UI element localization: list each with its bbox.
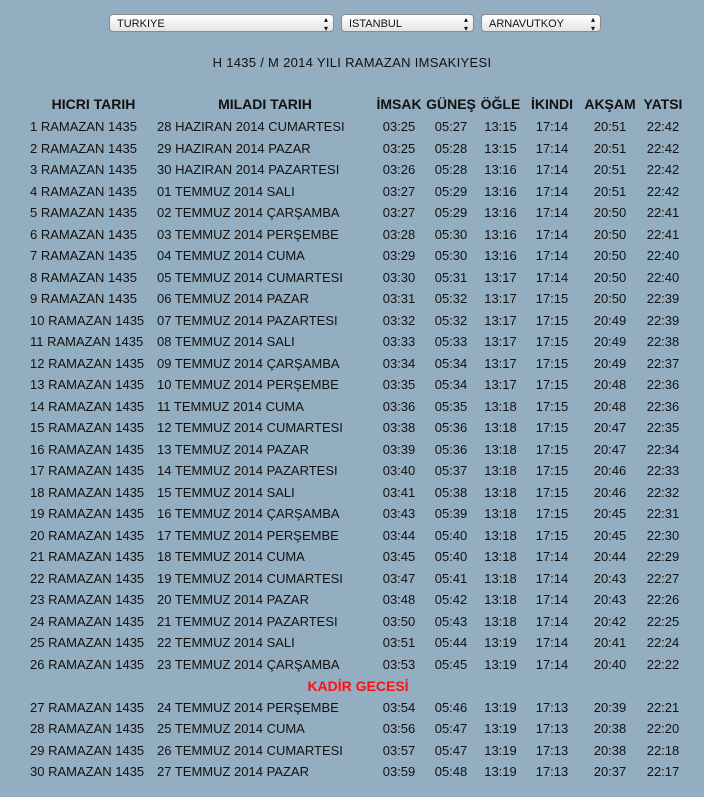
cell-imsak: 03:29: [382, 248, 416, 264]
cell-yatsi: 22:20: [646, 721, 680, 737]
cell-ogle: 13:18: [484, 506, 517, 522]
cell-miladi: 08 TEMMUZ 2014 SALI: [157, 334, 295, 350]
cell-ikindi: 17:14: [535, 549, 569, 565]
cell-hicri: 16 RAMAZAN 1435: [30, 441, 145, 457]
cell-ikindi: 17:14: [535, 205, 569, 221]
cell-ikindi: 17:15: [535, 441, 569, 457]
cell-ikindi: 17:15: [535, 463, 569, 479]
table-row: [30, 288, 686, 310]
cell-aksam: 20:49: [593, 312, 627, 328]
cell-ogle: 13:19: [484, 721, 517, 737]
table-header-row: [30, 92, 686, 116]
table-row: [30, 417, 686, 439]
cell-hicri: 2 RAMAZAN 1435: [30, 140, 137, 156]
kadir-gecesi-label: KADİR GECESİ: [307, 677, 409, 694]
header-hicri: HICRI TARIH: [51, 96, 136, 112]
cell-aksam: 20:44: [593, 549, 627, 565]
cell-yatsi: 22:42: [646, 183, 680, 199]
cell-ogle: 13:16: [484, 162, 517, 178]
cell-yatsi: 22:36: [646, 398, 680, 414]
city-select-value: ISTANBUL: [349, 18, 402, 30]
cell-ogle: 13:18: [484, 420, 517, 436]
cell-imsak: 03:31: [382, 291, 416, 307]
cell-hicri: 22 RAMAZAN 1435: [30, 570, 145, 586]
cell-hicri: 30 RAMAZAN 1435: [30, 764, 145, 780]
cell-yatsi: 22:35: [646, 420, 680, 436]
cell-gunes: 05:44: [434, 635, 468, 651]
cell-miladi: 15 TEMMUZ 2014 SALI: [157, 484, 295, 500]
cell-ikindi: 17:14: [535, 570, 569, 586]
cell-ikindi: 17:14: [535, 656, 569, 672]
cell-imsak: 03:51: [382, 635, 416, 651]
cell-yatsi: 22:18: [646, 742, 680, 758]
cell-yatsi: 22:32: [646, 484, 680, 500]
cell-gunes: 05:28: [434, 162, 468, 178]
cell-yatsi: 22:34: [646, 441, 680, 457]
cell-imsak: 03:43: [382, 506, 416, 522]
cell-aksam: 20:47: [593, 441, 627, 457]
cell-yatsi: 22:40: [646, 269, 680, 285]
table-row: [30, 331, 686, 353]
cell-miladi: 29 HAZIRAN 2014 PAZAR: [157, 140, 311, 156]
city-select[interactable]: [341, 14, 474, 32]
cell-gunes: 05:46: [434, 699, 468, 715]
cell-yatsi: 22:17: [646, 764, 680, 780]
cell-imsak: 03:26: [382, 162, 416, 178]
cell-gunes: 05:36: [434, 441, 468, 457]
cell-imsak: 03:25: [382, 119, 416, 135]
cell-miladi: 04 TEMMUZ 2014 CUMA: [157, 248, 305, 264]
cell-yatsi: 22:26: [646, 592, 680, 608]
cell-gunes: 05:30: [434, 226, 468, 242]
country-select-value: TURKIYE: [117, 18, 165, 30]
cell-yatsi: 22:24: [646, 635, 680, 651]
cell-miladi: 16 TEMMUZ 2014 ÇARŞAMBA: [157, 506, 340, 522]
cell-yatsi: 22:41: [646, 205, 680, 221]
cell-ogle: 13:19: [484, 656, 517, 672]
cell-gunes: 05:29: [434, 205, 468, 221]
cell-imsak: 03:32: [382, 312, 416, 328]
cell-gunes: 05:34: [434, 377, 468, 393]
cell-imsak: 03:44: [382, 527, 416, 543]
cell-hicri: 6 RAMAZAN 1435: [30, 226, 137, 242]
cell-aksam: 20:46: [593, 484, 627, 500]
cell-imsak: 03:28: [382, 226, 416, 242]
cell-gunes: 05:33: [434, 334, 468, 350]
cell-hicri: 13 RAMAZAN 1435: [30, 377, 145, 393]
cell-yatsi: 22:25: [646, 613, 680, 629]
header-aksam: AKŞAM: [584, 96, 636, 112]
cell-yatsi: 22:22: [646, 656, 680, 672]
cell-gunes: 05:39: [434, 506, 468, 522]
table-row: [30, 503, 686, 525]
cell-gunes: 05:31: [434, 269, 468, 285]
cell-gunes: 05:38: [434, 484, 468, 500]
cell-ikindi: 17:15: [535, 355, 569, 371]
cell-ogle: 13:18: [484, 398, 517, 414]
header-miladi: MILADI TARIH: [218, 96, 312, 112]
cell-miladi: 22 TEMMUZ 2014 SALI: [157, 635, 295, 651]
cell-imsak: 03:27: [382, 183, 416, 199]
table-row: [30, 267, 686, 289]
cell-ogle: 13:17: [484, 312, 517, 328]
cell-yatsi: 22:39: [646, 291, 680, 307]
cell-yatsi: 22:42: [646, 140, 680, 156]
cell-aksam: 20:50: [593, 248, 627, 264]
header-gunes: GÜNEŞ: [426, 96, 476, 112]
header-ogle: ÖĞLE: [480, 96, 521, 112]
table-body: [30, 116, 686, 783]
cell-miladi: 23 TEMMUZ 2014 ÇARŞAMBA: [157, 656, 340, 672]
cell-ikindi: 17:13: [535, 764, 569, 780]
table-row: [30, 396, 686, 418]
table-row: [30, 245, 686, 267]
cell-aksam: 20:38: [593, 742, 627, 758]
table-row: [30, 546, 686, 568]
cell-ikindi: 17:14: [535, 269, 569, 285]
table-row: [30, 589, 686, 611]
cell-gunes: 05:40: [434, 527, 468, 543]
cell-aksam: 20:48: [593, 398, 627, 414]
cell-imsak: 03:53: [382, 656, 416, 672]
cell-ikindi: 17:15: [535, 527, 569, 543]
table-row: [30, 718, 686, 740]
cell-aksam: 20:51: [593, 183, 627, 199]
cell-aksam: 20:51: [593, 140, 627, 156]
table-row: [30, 159, 686, 181]
table-row: [30, 632, 686, 654]
cell-ogle: 13:17: [484, 377, 517, 393]
cell-gunes: 05:45: [434, 656, 468, 672]
cell-ikindi: 17:15: [535, 312, 569, 328]
cell-ikindi: 17:15: [535, 291, 569, 307]
cell-hicri: 26 RAMAZAN 1435: [30, 656, 145, 672]
select-arrows-icon: ▴ ▾: [590, 15, 595, 33]
table-row: [30, 482, 686, 504]
cell-aksam: 20:42: [593, 613, 627, 629]
cell-aksam: 20:45: [593, 527, 627, 543]
table-row: [30, 116, 686, 138]
select-arrows-icon: ▴ ▾: [323, 15, 328, 33]
cell-miladi: 24 TEMMUZ 2014 PERŞEMBE: [157, 699, 339, 715]
cell-yatsi: 22:41: [646, 226, 680, 242]
cell-miladi: 02 TEMMUZ 2014 ÇARŞAMBA: [157, 205, 340, 221]
cell-ikindi: 17:15: [535, 506, 569, 522]
cell-aksam: 20:49: [593, 355, 627, 371]
cell-hicri: 15 RAMAZAN 1435: [30, 420, 145, 436]
cell-miladi: 06 TEMMUZ 2014 PAZAR: [157, 291, 309, 307]
cell-ikindi: 17:15: [535, 484, 569, 500]
cell-aksam: 20:43: [593, 592, 627, 608]
table-row: [30, 460, 686, 482]
table-row: [30, 353, 686, 375]
cell-ogle: 13:17: [484, 291, 517, 307]
cell-ogle: 13:16: [484, 226, 517, 242]
cell-ikindi: 17:14: [535, 162, 569, 178]
cell-yatsi: 22:21: [646, 699, 680, 715]
cell-miladi: 01 TEMMUZ 2014 SALI: [157, 183, 295, 199]
cell-gunes: 05:41: [434, 570, 468, 586]
cell-ikindi: 17:14: [535, 248, 569, 264]
cell-hicri: 10 RAMAZAN 1435: [30, 312, 145, 328]
cell-yatsi: 22:42: [646, 162, 680, 178]
cell-gunes: 05:28: [434, 140, 468, 156]
cell-hicri: 28 RAMAZAN 1435: [30, 721, 145, 737]
cell-yatsi: 22:31: [646, 506, 680, 522]
location-selectors: [0, 14, 704, 34]
cell-imsak: 03:47: [382, 570, 416, 586]
cell-ogle: 13:17: [484, 334, 517, 350]
cell-ikindi: 17:15: [535, 377, 569, 393]
cell-aksam: 20:38: [593, 721, 627, 737]
cell-aksam: 20:50: [593, 205, 627, 221]
cell-ikindi: 17:14: [535, 592, 569, 608]
cell-ogle: 13:18: [484, 549, 517, 565]
cell-hicri: 5 RAMAZAN 1435: [30, 205, 137, 221]
cell-aksam: 20:45: [593, 506, 627, 522]
cell-imsak: 03:34: [382, 355, 416, 371]
cell-gunes: 05:29: [434, 183, 468, 199]
header-ikindi: İKINDI: [531, 96, 573, 112]
table-row: [30, 138, 686, 160]
table-row: [30, 181, 686, 203]
cell-hicri: 4 RAMAZAN 1435: [30, 183, 137, 199]
cell-aksam: 20:50: [593, 269, 627, 285]
cell-imsak: 03:35: [382, 377, 416, 393]
cell-miladi: 03 TEMMUZ 2014 PERŞEMBE: [157, 226, 339, 242]
cell-yatsi: 22:33: [646, 463, 680, 479]
cell-gunes: 05:36: [434, 420, 468, 436]
cell-imsak: 03:38: [382, 420, 416, 436]
table-row: [30, 224, 686, 246]
cell-imsak: 03:59: [382, 764, 416, 780]
table-row: [30, 202, 686, 224]
cell-hicri: 21 RAMAZAN 1435: [30, 549, 145, 565]
cell-hicri: 7 RAMAZAN 1435: [30, 248, 137, 264]
cell-aksam: 20:50: [593, 291, 627, 307]
cell-imsak: 03:41: [382, 484, 416, 500]
cell-gunes: 05:34: [434, 355, 468, 371]
cell-ogle: 13:17: [484, 355, 517, 371]
cell-gunes: 05:42: [434, 592, 468, 608]
cell-ikindi: 17:14: [535, 183, 569, 199]
cell-aksam: 20:39: [593, 699, 627, 715]
cell-ikindi: 17:14: [535, 613, 569, 629]
kadir-gecesi-row: [30, 675, 686, 697]
cell-hicri: 3 RAMAZAN 1435: [30, 162, 137, 178]
cell-imsak: 03:40: [382, 463, 416, 479]
cell-miladi: 18 TEMMUZ 2014 CUMA: [157, 549, 305, 565]
cell-miladi: 20 TEMMUZ 2014 PAZAR: [157, 592, 309, 608]
cell-gunes: 05:30: [434, 248, 468, 264]
cell-hicri: 25 RAMAZAN 1435: [30, 635, 145, 651]
country-select[interactable]: [109, 14, 334, 32]
cell-miladi: 25 TEMMUZ 2014 CUMA: [157, 721, 305, 737]
cell-gunes: 05:27: [434, 119, 468, 135]
cell-hicri: 11 RAMAZAN 1435: [30, 334, 144, 350]
cell-hicri: 20 RAMAZAN 1435: [30, 527, 145, 543]
cell-imsak: 03:54: [382, 699, 416, 715]
cell-miladi: 07 TEMMUZ 2014 PAZARTESI: [157, 312, 338, 328]
cell-hicri: 18 RAMAZAN 1435: [30, 484, 145, 500]
cell-yatsi: 22:27: [646, 570, 680, 586]
header-yatsi: YATSI: [643, 96, 683, 112]
cell-ogle: 13:19: [484, 742, 517, 758]
cell-yatsi: 22:42: [646, 119, 680, 135]
table-row: [30, 761, 686, 783]
cell-hicri: 12 RAMAZAN 1435: [30, 355, 145, 371]
cell-ogle: 13:18: [484, 441, 517, 457]
cell-miladi: 30 HAZIRAN 2014 PAZARTESI: [157, 162, 340, 178]
cell-hicri: 29 RAMAZAN 1435: [30, 742, 145, 758]
cell-hicri: 8 RAMAZAN 1435: [30, 269, 137, 285]
cell-aksam: 20:43: [593, 570, 627, 586]
cell-gunes: 05:35: [434, 398, 468, 414]
cell-yatsi: 22:40: [646, 248, 680, 264]
cell-hicri: 14 RAMAZAN 1435: [30, 398, 145, 414]
cell-ogle: 13:17: [484, 269, 517, 285]
cell-miladi: 14 TEMMUZ 2014 PAZARTESI: [157, 463, 338, 479]
cell-ogle: 13:19: [484, 699, 517, 715]
cell-miladi: 12 TEMMUZ 2014 CUMARTESI: [157, 420, 343, 436]
cell-gunes: 05:32: [434, 291, 468, 307]
cell-yatsi: 22:29: [646, 549, 680, 565]
imsakiye-table: [30, 92, 686, 783]
cell-yatsi: 22:30: [646, 527, 680, 543]
cell-miladi: 27 TEMMUZ 2014 PAZAR: [157, 764, 309, 780]
cell-hicri: 17 RAMAZAN 1435: [30, 463, 145, 479]
table-row: [30, 697, 686, 719]
cell-hicri: 9 RAMAZAN 1435: [30, 291, 137, 307]
cell-hicri: 27 RAMAZAN 1435: [30, 699, 145, 715]
cell-miladi: 05 TEMMUZ 2014 CUMARTESI: [157, 269, 343, 285]
table-row: [30, 374, 686, 396]
cell-yatsi: 22:37: [646, 355, 680, 371]
cell-ikindi: 17:14: [535, 226, 569, 242]
cell-miladi: 28 HAZIRAN 2014 CUMARTESI: [157, 119, 345, 135]
cell-ogle: 13:16: [484, 248, 517, 264]
cell-miladi: 19 TEMMUZ 2014 CUMARTESI: [157, 570, 343, 586]
cell-aksam: 20:47: [593, 420, 627, 436]
cell-miladi: 21 TEMMUZ 2014 PAZARTESI: [157, 613, 338, 629]
cell-aksam: 20:46: [593, 463, 627, 479]
cell-miladi: 09 TEMMUZ 2014 ÇARŞAMBA: [157, 355, 340, 371]
cell-ogle: 13:18: [484, 613, 517, 629]
cell-ikindi: 17:13: [535, 721, 569, 737]
cell-imsak: 03:56: [382, 721, 416, 737]
cell-aksam: 20:50: [593, 226, 627, 242]
cell-aksam: 20:49: [593, 334, 627, 350]
cell-ogle: 13:19: [484, 635, 517, 651]
cell-ogle: 13:15: [484, 140, 517, 156]
cell-ikindi: 17:14: [535, 635, 569, 651]
cell-miladi: 17 TEMMUZ 2014 PERŞEMBE: [157, 527, 339, 543]
cell-hicri: 19 RAMAZAN 1435: [30, 506, 145, 522]
cell-miladi: 10 TEMMUZ 2014 PERŞEMBE: [157, 377, 339, 393]
cell-imsak: 03:36: [382, 398, 416, 414]
cell-gunes: 05:47: [434, 742, 468, 758]
cell-gunes: 05:48: [434, 764, 468, 780]
table-row: [30, 310, 686, 332]
table-row: [30, 740, 686, 762]
table-row: [30, 568, 686, 590]
cell-hicri: 23 RAMAZAN 1435: [30, 592, 145, 608]
cell-miladi: 11 TEMMUZ 2014 CUMA: [157, 398, 304, 414]
page-title: H 1435 / M 2014 YILI RAMAZAN IMSAKIYESI: [212, 55, 492, 70]
cell-aksam: 20:40: [593, 656, 627, 672]
cell-aksam: 20:37: [593, 764, 627, 780]
cell-miladi: 26 TEMMUZ 2014 CUMARTESI: [157, 742, 343, 758]
table-row: [30, 439, 686, 461]
cell-gunes: 05:43: [434, 613, 468, 629]
cell-ogle: 13:15: [484, 119, 517, 135]
cell-yatsi: 22:36: [646, 377, 680, 393]
select-arrows-icon: ▴ ▾: [463, 15, 468, 33]
cell-gunes: 05:37: [434, 463, 468, 479]
cell-aksam: 20:51: [593, 119, 627, 135]
cell-ogle: 13:18: [484, 463, 517, 479]
cell-imsak: 03:27: [382, 205, 416, 221]
cell-imsak: 03:39: [382, 441, 416, 457]
cell-ogle: 13:19: [484, 764, 517, 780]
cell-gunes: 05:32: [434, 312, 468, 328]
table-row: [30, 611, 686, 633]
cell-ikindi: 17:13: [535, 742, 569, 758]
cell-hicri: 1 RAMAZAN 1435: [30, 119, 137, 135]
cell-ogle: 13:18: [484, 484, 517, 500]
district-select-value: ARNAVUTKOY: [489, 18, 564, 30]
cell-gunes: 05:47: [434, 721, 468, 737]
district-select[interactable]: [481, 14, 601, 32]
cell-imsak: 03:48: [382, 592, 416, 608]
cell-aksam: 20:48: [593, 377, 627, 393]
cell-gunes: 05:40: [434, 549, 468, 565]
cell-ogle: 13:16: [484, 183, 517, 199]
cell-ikindi: 17:13: [535, 699, 569, 715]
table-row: [30, 525, 686, 547]
cell-imsak: 03:25: [382, 140, 416, 156]
cell-imsak: 03:50: [382, 613, 416, 629]
cell-ogle: 13:18: [484, 592, 517, 608]
cell-imsak: 03:30: [382, 269, 416, 285]
cell-imsak: 03:45: [382, 549, 416, 565]
cell-ikindi: 17:14: [535, 119, 569, 135]
cell-yatsi: 22:39: [646, 312, 680, 328]
cell-yatsi: 22:38: [646, 334, 680, 350]
table-row: [30, 654, 686, 676]
cell-aksam: 20:51: [593, 162, 627, 178]
header-imsak: İMSAK: [376, 96, 422, 112]
cell-miladi: 13 TEMMUZ 2014 PAZAR: [157, 441, 309, 457]
cell-ikindi: 17:15: [535, 398, 569, 414]
cell-imsak: 03:33: [382, 334, 416, 350]
cell-ikindi: 17:14: [535, 140, 569, 156]
cell-ikindi: 17:15: [535, 420, 569, 436]
cell-ogle: 13:16: [484, 205, 517, 221]
cell-ogle: 13:18: [484, 570, 517, 586]
cell-ikindi: 17:15: [535, 334, 569, 350]
cell-imsak: 03:57: [382, 742, 416, 758]
cell-ogle: 13:18: [484, 527, 517, 543]
cell-hicri: 24 RAMAZAN 1435: [30, 613, 145, 629]
cell-aksam: 20:41: [593, 635, 627, 651]
